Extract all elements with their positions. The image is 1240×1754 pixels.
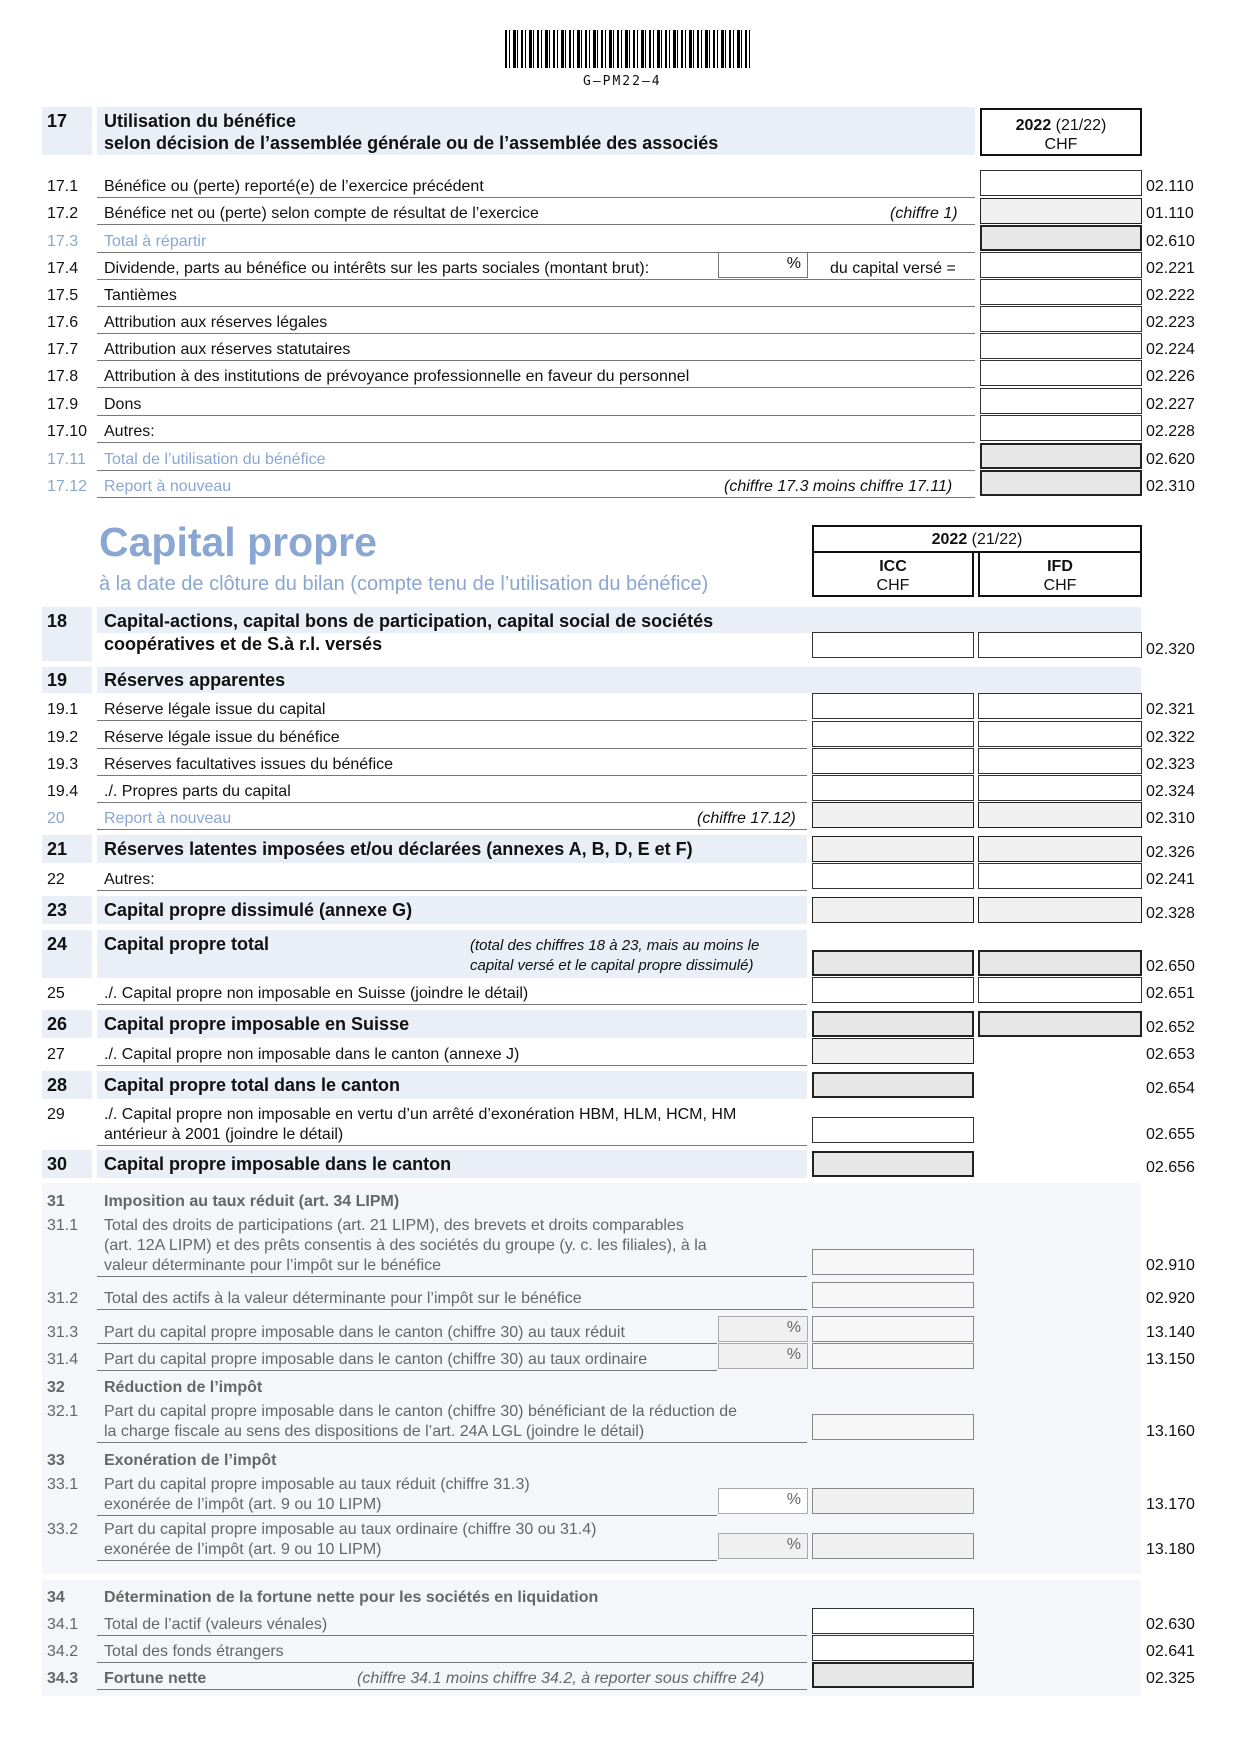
row-label: Dons (104, 396, 142, 413)
row-number: 18 (47, 611, 68, 631)
row-code: 02.310 (1146, 810, 1195, 827)
row-label: Part du capital propre imposable au taux réduit (chiffre 31.3) (104, 1476, 530, 1493)
row-rule (97, 1662, 807, 1663)
row-number: 19.3 (47, 756, 79, 773)
barcode (505, 30, 751, 68)
amount-field-02.221[interactable] (980, 252, 1142, 278)
section-label: Exonération de l’impôt (104, 1452, 277, 1469)
row-label: Total de l’utilisation du bénéfice (104, 451, 326, 468)
row-code: 13.160 (1146, 1423, 1195, 1440)
row-rule (97, 470, 975, 471)
row-label: Autres: (104, 871, 155, 888)
year-label: 2022 (1015, 117, 1052, 134)
row-code: 01.110 (1146, 205, 1194, 222)
ifd-label: IFD (1047, 558, 1073, 575)
row-label: ./. Capital propre non imposable dans le canton (annexe J) (104, 1046, 520, 1063)
row-label: Part du capital propre imposable dans le canton (chiffre 30) bénéficiant de la réduction de (104, 1403, 737, 1420)
icc-field-02.641[interactable] (812, 1635, 974, 1661)
row-number: 27 (47, 1046, 65, 1063)
dividend-percent-field[interactable]: % (718, 252, 808, 278)
row-number: 33 (47, 1452, 65, 1469)
row-code: 02.325 (1146, 1670, 1195, 1687)
amount-field-02.227[interactable] (980, 388, 1142, 414)
currency-label: CHF (1044, 136, 1078, 153)
row-rule (97, 1004, 807, 1005)
ifd-field-02.321[interactable] (978, 693, 1142, 719)
row-number: 32 (47, 1379, 65, 1396)
icc-column-header (812, 551, 974, 597)
row-label: Réserve légale issue du bénéfice (104, 729, 340, 746)
row-number: 23 (47, 900, 68, 920)
row-rule (97, 415, 975, 416)
row-rule (97, 197, 975, 198)
row-label: Autres: (104, 423, 155, 440)
row-number: 19 (47, 670, 68, 690)
row-number: 17.5 (47, 287, 79, 304)
row-code: 02.655 (1146, 1126, 1195, 1143)
row-number: 22 (47, 871, 65, 888)
row-label: Capital propre dissimulé (annexe G) (104, 900, 413, 920)
row-code: 02.321 (1146, 701, 1195, 718)
row-code: 02.227 (1146, 396, 1195, 413)
row-rule (97, 333, 975, 334)
capital-year-header (812, 525, 1142, 553)
row-rule (97, 252, 975, 253)
row-number: 25 (47, 985, 65, 1002)
ifd-field-02.320[interactable] (978, 632, 1142, 658)
row-code: 02.920 (1146, 1290, 1195, 1307)
row-number: 31.1 (47, 1217, 79, 1234)
row-number: 34.1 (47, 1616, 79, 1633)
row-code: 13.150 (1146, 1351, 1195, 1368)
row-label: Total des fonds étrangers (104, 1643, 284, 1660)
row-label: Réserve légale issue du capital (104, 701, 326, 718)
ifd-column-header (978, 551, 1142, 597)
icc-field-02.323[interactable] (812, 748, 974, 774)
row-label: Attribution à des institutions de prévoyance professionnelle en faveur du personnel (104, 368, 690, 385)
row-number: 17.8 (47, 368, 79, 385)
row-label-cont: exonérée de l’impôt (art. 9 ou 10 LIPM) (104, 1541, 382, 1558)
icc-field-02.653[interactable] (812, 1038, 974, 1064)
row-note: (total des chiffres 18 à 23, mais au moins le (470, 937, 760, 954)
row-note: (chiffre 1) (890, 205, 958, 222)
row-label: Tantièmes (104, 287, 177, 304)
row-label: Report à nouveau (104, 478, 232, 495)
row-number: 21 (47, 839, 68, 859)
row-label: Total des actifs à la valeur déterminante pour l’impôt sur le bénéfice (104, 1290, 582, 1307)
row-label-cont: la charge fiscale au sens des dispositions de l’art. 24A LGL (joindre le détail) (104, 1423, 645, 1440)
row-code: 02.651 (1146, 985, 1195, 1002)
row-note: (chiffre 17.12) (697, 810, 796, 827)
year-header-17 (980, 108, 1142, 156)
row-code: 02.910 (1146, 1257, 1195, 1274)
row-rule (97, 748, 807, 749)
row-number: 31.4 (47, 1351, 79, 1368)
row-number: 31.2 (47, 1290, 79, 1307)
row-number: 24 (47, 934, 68, 954)
row-label: Bénéfice ou (perte) reporté(e) de l’exercice précédent (104, 178, 484, 195)
row-code: 02.324 (1146, 783, 1195, 800)
section-17-title: Utilisation du bénéfice (104, 111, 297, 131)
row-number: 31.3 (47, 1324, 79, 1341)
icc-field-02.310[interactable] (812, 802, 974, 828)
icc-field-02.652[interactable] (812, 1011, 974, 1037)
row-rule (97, 497, 975, 498)
row-code: 02.221 (1146, 260, 1195, 277)
row-rule (97, 890, 807, 891)
row-code: 02.322 (1146, 729, 1195, 746)
icc-field-02.325[interactable] (812, 1662, 974, 1688)
period-label: (21/22) (971, 531, 1023, 548)
row-label-cont: antérieur à 2001 (joindre le détail) (104, 1126, 344, 1143)
row-label-cont: valeur déterminante pour l’impôt sur le bénéfice (104, 1257, 442, 1274)
row-rule (97, 1635, 807, 1636)
capital-subtitle: à la date de clôture du bilan (compte tenu de l’utilisation du bénéfice) (99, 573, 709, 595)
row-note: (chiffre 17.3 moins chiffre 17.11) (724, 478, 953, 495)
row-label: Part du capital propre imposable dans le canton (chiffre 30) au taux ordinaire (104, 1351, 648, 1368)
row-number: 17.3 (47, 233, 79, 250)
row-rule (97, 1689, 807, 1690)
row-number: 34.3 (47, 1670, 79, 1687)
row-rule (97, 1370, 717, 1371)
percent-field-33.1[interactable]: % (718, 1488, 808, 1514)
icc-label: ICC (879, 558, 907, 575)
row-label: Capital-actions, capital bons de participation, capital social de sociétés (104, 611, 714, 631)
row-rule (97, 1343, 717, 1344)
amount-field-02.228[interactable] (980, 415, 1142, 441)
ifd-field-02.651[interactable] (978, 977, 1142, 1003)
ifd-field-02.310[interactable] (978, 802, 1142, 828)
row-rule (97, 1309, 807, 1310)
row-code: 13.170 (1146, 1496, 1195, 1513)
barcode-text: G–PM22–4 (583, 74, 662, 89)
row-label-cont: (art. 12A LIPM) et des prêts consentis à des sociétés du groupe (y. c. les filiales), à la (104, 1237, 707, 1254)
row-code: 02.654 (1146, 1080, 1195, 1097)
row-number: 29 (47, 1106, 65, 1123)
icc-field-02.320[interactable] (812, 632, 974, 658)
row-number: 17.9 (47, 396, 79, 413)
ifd-field-02.323[interactable] (978, 748, 1142, 774)
ifd-field-02.322[interactable] (978, 721, 1142, 747)
amount-field-02.610[interactable] (980, 225, 1142, 251)
section-label: Détermination de la fortune nette pour les sociétés en liquidation (104, 1589, 599, 1606)
row-code: 02.224 (1146, 341, 1195, 358)
row-number: 17.7 (47, 341, 79, 358)
row-rule (97, 387, 975, 388)
row-label: Part du capital propre imposable au taux ordinaire (chiffre 30 ou 31.4) (104, 1521, 597, 1538)
row-rule (97, 1442, 807, 1443)
row-rule (97, 775, 807, 776)
row-rule (97, 224, 975, 225)
row-code: 02.223 (1146, 314, 1195, 331)
amount-field-02.226[interactable] (980, 360, 1142, 386)
section-17-subtitle: selon décision de l’assemblée générale ou de l’assemblée des associés (104, 133, 719, 153)
row-rule (97, 829, 807, 830)
row-rule (97, 360, 975, 361)
row-label: Part du capital propre imposable dans le canton (chiffre 30) au taux réduit (104, 1324, 625, 1341)
row-code: 13.180 (1146, 1541, 1195, 1558)
row-number: 33.1 (47, 1476, 79, 1493)
row-note: (chiffre 34.1 moins chiffre 34.2, à reporter sous chiffre 24) (357, 1670, 765, 1687)
amount-field-02.620[interactable] (980, 443, 1142, 469)
section-label: Réduction de l’impôt (104, 1379, 263, 1396)
ifd-field-02.326[interactable] (978, 836, 1142, 862)
row-number: 17.4 (47, 260, 79, 277)
icc-field-13.180[interactable] (812, 1533, 974, 1559)
row-label-cont: coopératives et de S.à r.l. versés (104, 634, 383, 654)
icc-field-13.170[interactable] (812, 1488, 974, 1514)
row-code: 02.650 (1146, 958, 1195, 975)
row-label: Report à nouveau (104, 810, 232, 827)
percent-field-31.3[interactable]: % (718, 1316, 808, 1342)
row-label: Capital propre imposable en Suisse (104, 1014, 410, 1034)
row-label: Attribution aux réserves légales (104, 314, 328, 331)
row-rule (97, 306, 975, 307)
row-number: 17.11 (47, 451, 86, 468)
row-label: ./. Capital propre non imposable en Suisse (joindre le détail) (104, 985, 529, 1002)
icc-field-02.321[interactable] (812, 693, 974, 719)
row-label: Total des droits de participations (art. 21 LIPM), des brevets et droits comparables (104, 1217, 684, 1234)
row-code: 02.620 (1146, 451, 1195, 468)
row-number: 20 (47, 810, 65, 827)
row-number: 17.10 (47, 423, 88, 440)
row-code: 02.323 (1146, 756, 1195, 773)
row-number: 17.1 (47, 178, 79, 195)
row-rule (97, 720, 807, 721)
row-rule (97, 279, 975, 280)
row-code: 02.328 (1146, 905, 1195, 922)
row-number: 19.4 (47, 783, 79, 800)
row-code: 02.653 (1146, 1046, 1195, 1063)
row-number: 17.12 (47, 478, 88, 495)
row-code: 02.656 (1146, 1159, 1195, 1176)
currency-label: CHF (1043, 577, 1077, 594)
row-code: 02.228 (1146, 423, 1195, 440)
period-label: (21/22) (1055, 117, 1107, 134)
row-code: 02.610 (1146, 233, 1195, 250)
row-label: Attribution aux réserves statutaires (104, 341, 351, 358)
row-number: 34 (47, 1589, 65, 1606)
row-label: Dividende, parts au bénéfice ou intérêts sur les parts sociales (montant brut): (104, 260, 650, 277)
ifd-field-02.324[interactable] (978, 775, 1142, 801)
row-code: 02.320 (1146, 641, 1195, 658)
icc-field-02.630[interactable] (812, 1608, 974, 1634)
amount-field-02.222[interactable] (980, 279, 1142, 305)
section-17-number: 17 (47, 111, 68, 131)
capital-title: Capital propre (99, 519, 377, 565)
ifd-field-02.241[interactable] (978, 863, 1142, 889)
row-rule (97, 1145, 807, 1146)
amount-field-02.110[interactable] (980, 170, 1142, 196)
row-label: Bénéfice net ou (perte) selon compte de résultat de l’exercice (104, 205, 539, 222)
icc-field-02.241[interactable] (812, 863, 974, 889)
row-number: 19.2 (47, 729, 79, 746)
row-rule (97, 802, 807, 803)
row-code: 02.326 (1146, 844, 1195, 861)
icc-field-13.150[interactable] (812, 1343, 974, 1369)
icc-field-02.324[interactable] (812, 775, 974, 801)
currency-label: CHF (876, 577, 910, 594)
row-note: du capital versé = (830, 260, 956, 277)
percent-field-33.2[interactable]: % (718, 1533, 808, 1559)
icc-field-13.160[interactable] (812, 1414, 974, 1440)
row-rule (97, 1560, 717, 1561)
row-rule (97, 442, 975, 443)
percent-field-31.4[interactable]: % (718, 1343, 808, 1369)
section-label: Imposition au taux réduit (art. 34 LIPM) (104, 1193, 400, 1210)
amount-field-02.224[interactable] (980, 333, 1142, 359)
row-label: Réserves facultatives issues du bénéfice (104, 756, 394, 773)
row-label: Capital propre total dans le canton (104, 1075, 401, 1095)
row-label: Réserves latentes imposées et/ou déclarées (annexes A, B, D, E et F) (104, 839, 693, 859)
row-label: ./. Capital propre non imposable en vertu d’un arrêté d’exonération HBM, HLM, HCM, HM (104, 1106, 737, 1123)
ifd-field-02.652[interactable] (978, 1011, 1142, 1037)
row-rule (97, 1065, 807, 1066)
row-code: 02.110 (1146, 178, 1194, 195)
row-label: Total à répartir (104, 233, 207, 250)
year-label: 2022 (931, 531, 968, 548)
row-number: 17.6 (47, 314, 79, 331)
amount-field-02.310[interactable] (980, 470, 1142, 496)
row-code: 02.222 (1146, 287, 1195, 304)
icc-field-02.656[interactable] (812, 1151, 974, 1177)
row-label: ./. Propres parts du capital (104, 783, 291, 800)
row-number: 17.2 (47, 205, 79, 222)
icc-field-02.322[interactable] (812, 721, 974, 747)
amount-field-01.110[interactable] (980, 198, 1142, 224)
row-note-cont: capital versé et le capital propre dissimulé) (470, 957, 754, 974)
row-rule (97, 1515, 717, 1516)
row-number: 32.1 (47, 1403, 79, 1420)
row-label: Total de l’actif (valeurs vénales) (104, 1616, 328, 1633)
row-label: Capital propre imposable dans le canton (104, 1154, 452, 1174)
icc-field-02.920[interactable] (812, 1282, 974, 1308)
row-number: 30 (47, 1154, 68, 1174)
row-number: 19.1 (47, 701, 79, 718)
row-label-cont: exonérée de l’impôt (art. 9 ou 10 LIPM) (104, 1496, 382, 1513)
icc-field-02.650[interactable] (812, 950, 974, 976)
row-number: 26 (47, 1014, 68, 1034)
row-code: 02.310 (1146, 478, 1195, 495)
icc-field-02.654[interactable] (812, 1072, 974, 1098)
icc-field-02.328[interactable] (812, 897, 974, 923)
row-code: 02.652 (1146, 1019, 1195, 1036)
icc-field-02.910[interactable] (812, 1249, 974, 1275)
row-number: 28 (47, 1075, 68, 1095)
icc-field-02.326[interactable] (812, 836, 974, 862)
row-code: 13.140 (1146, 1324, 1195, 1341)
ifd-field-02.650[interactable] (978, 950, 1142, 976)
row-label: Capital propre total (104, 934, 270, 954)
ifd-field-02.328[interactable] (978, 897, 1142, 923)
row-code: 02.226 (1146, 368, 1195, 385)
row-code: 02.241 (1146, 871, 1195, 888)
icc-field-13.140[interactable] (812, 1316, 974, 1342)
row-code: 02.630 (1146, 1616, 1195, 1633)
row-label: Réserves apparentes (104, 670, 286, 690)
icc-field-02.655[interactable] (812, 1117, 974, 1143)
row-number: 34.2 (47, 1643, 79, 1660)
icc-field-02.651[interactable] (812, 977, 974, 1003)
row-rule (97, 1276, 807, 1277)
amount-field-02.223[interactable] (980, 306, 1142, 332)
row-number: 33.2 (47, 1521, 79, 1538)
row-number: 31 (47, 1193, 65, 1210)
row-label: Fortune nette (104, 1670, 207, 1687)
row-code: 02.641 (1146, 1643, 1195, 1660)
